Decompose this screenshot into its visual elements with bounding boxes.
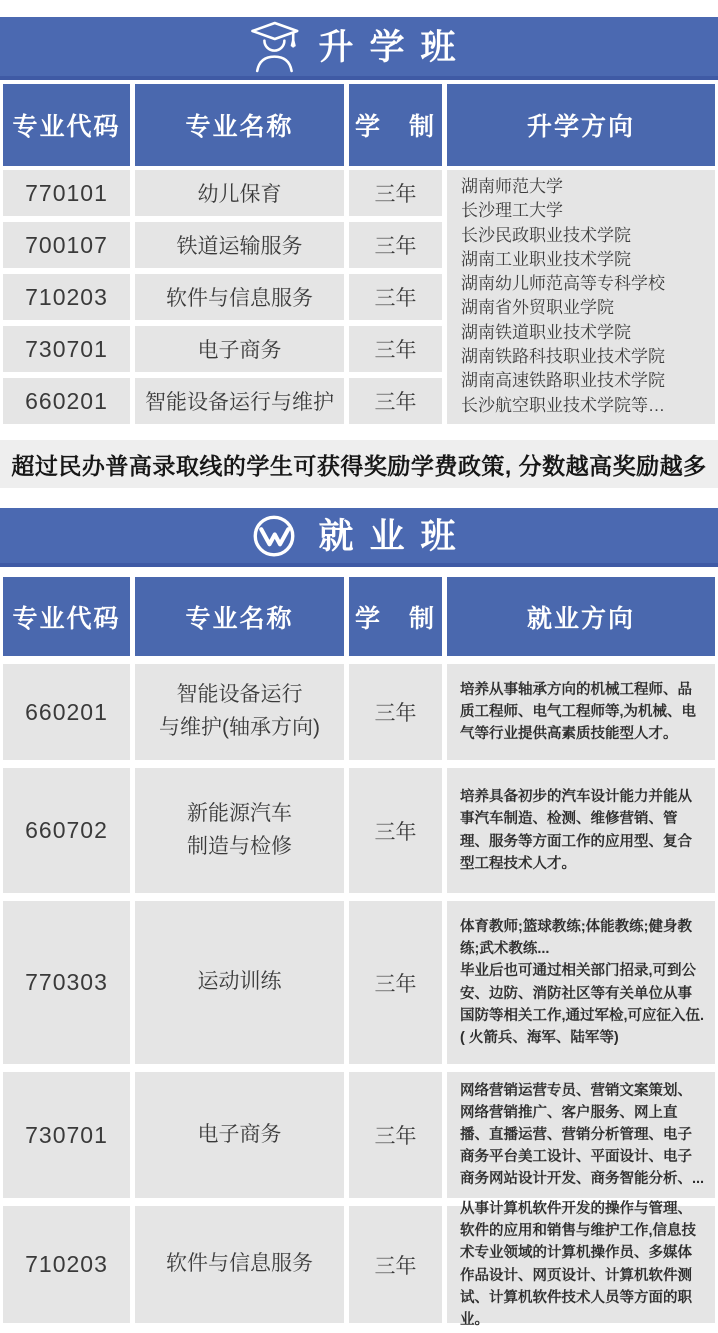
major-duration: 三年 [349,1072,442,1198]
major-duration: 三年 [349,274,442,320]
major-duration: 三年 [349,664,442,760]
major-name-line: 新能源汽车 [187,801,292,825]
advancement-table-body [3,170,442,430]
advancement-header-name: 专业名称 [135,84,344,166]
major-duration: 三年 [349,768,442,893]
school-name: 湖南工业职业技术学院 [461,249,631,269]
major-code: 700107 [3,222,130,268]
direction-paragraph: 培养从事轴承方向的机械工程师、品质工程师、电气工程师等,为机械、电气等行业提供高素质技能型人才。 [460,681,697,743]
major-code: 660201 [3,664,130,760]
table-row [3,901,715,1064]
table-row [3,1201,715,1328]
employment-direction [447,901,715,1064]
major-duration: 三年 [349,378,442,424]
employment-banner [0,508,718,567]
major-name: 智能设备运行与维护 [135,378,344,424]
employment-header-code: 专业代码 [3,577,130,656]
w-ring-logo-icon [246,508,302,564]
major-code: 710203 [3,274,130,320]
major-name: 电子商务 [135,326,344,372]
advancement-banner-title: 升学班 [318,28,472,67]
major-code: 770303 [3,901,130,1064]
employment-direction [447,1201,715,1328]
notice-text: 超过民办普高录取线的学生可获得奖励学费政策, 分数越高奖励越多 [11,452,707,479]
major-name-line: 电子商务 [197,1122,282,1146]
table-row [3,274,442,320]
table-row [3,1072,715,1198]
major-name: 铁道运输服务 [135,222,344,268]
employment-banner-title: 就业班 [318,517,472,556]
direction-paragraph: 网络营销运营专员、营销文案策划、网络营销推广、客户服务、网上直播、直播运营、营销分析管理、电子商务平台美工设计、平面设计、电子商务网站设计开发、商务智能分析、... [460,1082,705,1188]
school-name: 湖南高速铁路职业技术学院 [461,371,665,391]
table-row [3,768,715,893]
major-name-line: 软件与信息服务 [166,1252,313,1276]
employment-direction [447,768,715,893]
major-code: 660201 [3,378,130,424]
table-row [3,326,442,372]
advancement-header-direction: 升学方向 [447,84,715,166]
major-duration: 三年 [349,901,442,1064]
major-code: 730701 [3,1072,130,1198]
table-row [3,222,442,268]
major-code: 730701 [3,326,130,372]
school-name: 湖南省外贸职业学院 [461,298,614,318]
employment-table-body [3,664,715,1331]
major-duration: 三年 [349,222,442,268]
employment-header-name: 专业名称 [135,577,344,656]
direction-paragraph: 毕业后也可通过相关部门招录,可到公安、边防、消防社区等有关单位从事国防等相关工作,通过军检,可应征入伍.( 火箭兵、海军、陆军等) [460,963,705,1046]
employment-header-direction: 就业方向 [447,577,715,656]
direction-paragraph: 从事计算机软件开发的操作与管理、软件的应用和销售与维护工作,信息技术专业领域的计算机操作员、多媒体作品设计、网页设计、计算机软件测试、计算机软件技术人员等方面的职业。 [460,1201,697,1328]
major-name-line: 运动训练 [197,970,282,994]
school-name: 长沙民政职业技术学院 [461,225,631,245]
employment-header-duration: 学 制 [349,577,442,656]
direction-paragraph: 体育教师;篮球教练;体能教练;健身教练;武术教练... [460,919,692,958]
advancement-direction-cell [447,170,715,424]
table-row [3,170,442,216]
school-name: 湖南铁路科技职业技术学院 [461,347,665,367]
major-name-line: 制造与检修 [187,834,292,858]
school-name: 长沙理工大学 [461,201,563,221]
major-name: 幼儿保育 [135,170,344,216]
school-name: 长沙航空职业技术学院等… [461,395,665,415]
major-code: 770101 [3,170,130,216]
advancement-header-duration: 学 制 [349,84,442,166]
major-name-line: 智能设备运行 [176,683,303,707]
advancement-banner [0,17,718,80]
major-name [135,1206,344,1323]
table-row [3,378,442,424]
major-code: 710203 [3,1206,130,1323]
major-name-line: 与维护(轴承方向) [159,716,320,739]
major-name [135,1072,344,1198]
advancement-table-header [0,84,718,166]
major-name: 软件与信息服务 [135,274,344,320]
employment-direction [447,664,715,760]
major-duration: 三年 [349,170,442,216]
advancement-header-code: 专业代码 [3,84,130,166]
direction-paragraph: 培养具备初步的汽车设计能力并能从事汽车制造、检测、维修营销、管理、服务等方面工作的应用型、复合型工程技术人才。 [460,789,692,872]
employment-table-header [0,577,718,656]
major-code: 660702 [3,768,130,893]
school-name: 湖南铁道职业技术学院 [461,322,631,342]
major-name [135,664,344,760]
major-name [135,901,344,1064]
graduate-cap-icon [246,19,302,75]
major-duration: 三年 [349,326,442,372]
major-duration: 三年 [349,1206,442,1323]
school-name: 湖南师范大学 [461,177,563,196]
tuition-reward-notice [0,440,718,488]
major-name [135,768,344,893]
table-row [3,664,715,760]
school-name: 湖南幼儿师范高等专科学校 [461,274,665,294]
employment-direction [447,1072,715,1198]
